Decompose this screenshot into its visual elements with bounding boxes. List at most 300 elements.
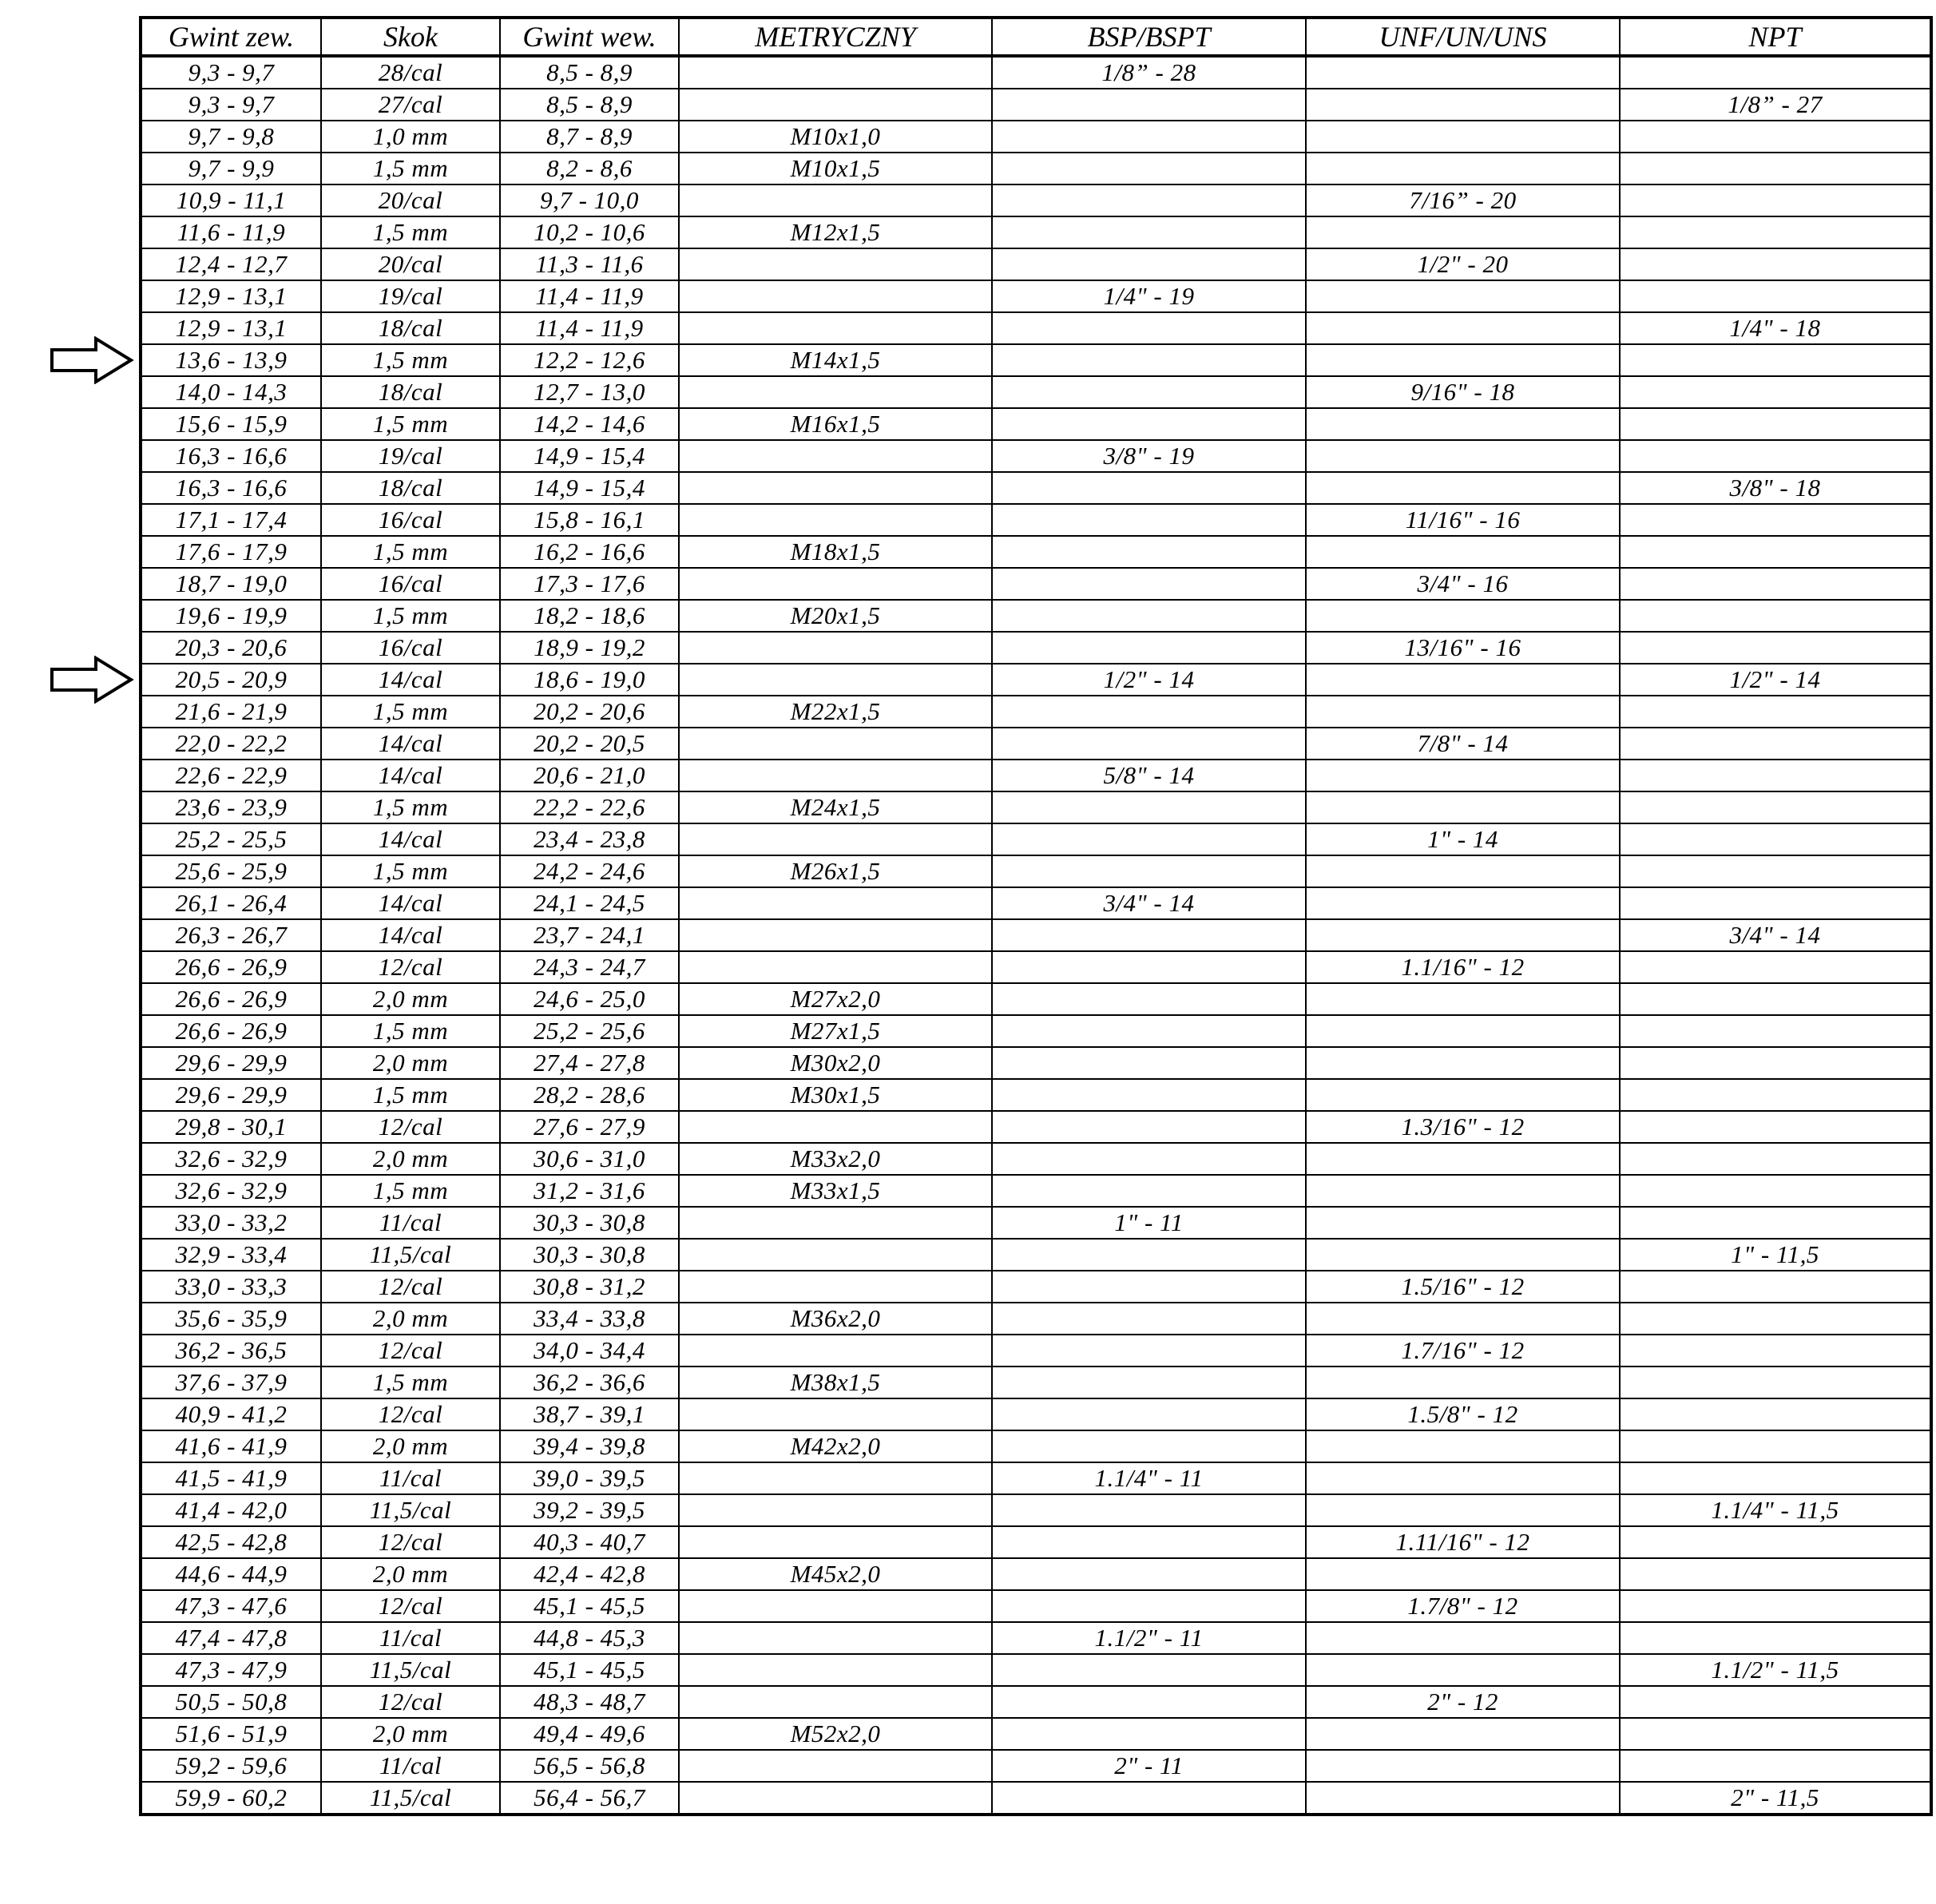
cell-npt xyxy=(1620,1047,1931,1079)
table-row xyxy=(141,1175,1931,1207)
table-row xyxy=(141,408,1931,440)
cell-bsp-bspt xyxy=(992,855,1306,887)
cell-external-thread: 51,6 - 51,9 xyxy=(141,1718,321,1750)
cell-metric xyxy=(679,89,992,121)
cell-pitch: 2,0 mm xyxy=(321,1558,500,1590)
cell-unf-un-uns xyxy=(1306,919,1620,951)
cell-bsp-bspt xyxy=(992,823,1306,855)
cell-metric: M45x2,0 xyxy=(679,1558,992,1590)
cell-internal-thread: 24,1 - 24,5 xyxy=(500,887,679,919)
table-row xyxy=(141,1271,1931,1303)
header-bsp-bspt: BSP/BSPT xyxy=(992,18,1306,56)
table-row xyxy=(141,1686,1931,1718)
cell-internal-thread: 45,1 - 45,5 xyxy=(500,1590,679,1622)
table-row xyxy=(141,1718,1931,1750)
cell-external-thread: 26,6 - 26,9 xyxy=(141,983,321,1015)
cell-metric xyxy=(679,1526,992,1558)
cell-bsp-bspt xyxy=(992,472,1306,504)
cell-pitch: 18/cal xyxy=(321,312,500,344)
cell-metric xyxy=(679,1462,992,1494)
header-internal-thread: Gwint wew. xyxy=(500,18,679,56)
cell-unf-un-uns xyxy=(1306,1750,1620,1782)
table-row xyxy=(141,376,1931,408)
cell-internal-thread: 8,2 - 8,6 xyxy=(500,153,679,184)
cell-bsp-bspt xyxy=(992,1654,1306,1686)
table-row xyxy=(141,696,1931,728)
cell-bsp-bspt xyxy=(992,1494,1306,1526)
table-row xyxy=(141,600,1931,632)
cell-npt xyxy=(1620,823,1931,855)
table-row xyxy=(141,1462,1931,1494)
cell-internal-thread: 44,8 - 45,3 xyxy=(500,1622,679,1654)
cell-unf-un-uns: 13/16" - 16 xyxy=(1306,632,1620,664)
cell-internal-thread: 33,4 - 33,8 xyxy=(500,1303,679,1335)
table-row xyxy=(141,887,1931,919)
cell-pitch: 11,5/cal xyxy=(321,1239,500,1271)
cell-bsp-bspt xyxy=(992,408,1306,440)
cell-external-thread: 25,6 - 25,9 xyxy=(141,855,321,887)
thread-conversion-table xyxy=(139,16,1933,1816)
cell-metric xyxy=(679,1398,992,1430)
table-row xyxy=(141,216,1931,248)
cell-internal-thread: 24,3 - 24,7 xyxy=(500,951,679,983)
cell-metric xyxy=(679,248,992,280)
cell-npt: 2" - 11,5 xyxy=(1620,1782,1931,1815)
cell-internal-thread: 25,2 - 25,6 xyxy=(500,1015,679,1047)
table-row xyxy=(141,56,1931,89)
cell-pitch: 20/cal xyxy=(321,184,500,216)
cell-npt xyxy=(1620,121,1931,153)
cell-bsp-bspt xyxy=(992,600,1306,632)
cell-pitch: 27/cal xyxy=(321,89,500,121)
cell-pitch: 11/cal xyxy=(321,1622,500,1654)
cell-pitch: 1,0 mm xyxy=(321,121,500,153)
cell-external-thread: 23,6 - 23,9 xyxy=(141,791,321,823)
cell-metric xyxy=(679,1686,992,1718)
cell-external-thread: 47,4 - 47,8 xyxy=(141,1622,321,1654)
cell-npt xyxy=(1620,536,1931,568)
cell-metric xyxy=(679,1590,992,1622)
cell-pitch: 14/cal xyxy=(321,728,500,760)
cell-pitch: 1,5 mm xyxy=(321,1015,500,1047)
cell-npt xyxy=(1620,1526,1931,1558)
cell-external-thread: 36,2 - 36,5 xyxy=(141,1335,321,1367)
cell-unf-un-uns xyxy=(1306,1015,1620,1047)
cell-external-thread: 37,6 - 37,9 xyxy=(141,1367,321,1398)
cell-pitch: 1,5 mm xyxy=(321,855,500,887)
cell-internal-thread: 18,2 - 18,6 xyxy=(500,600,679,632)
cell-bsp-bspt xyxy=(992,791,1306,823)
cell-metric: M33x2,0 xyxy=(679,1143,992,1175)
cell-internal-thread: 56,5 - 56,8 xyxy=(500,1750,679,1782)
cell-external-thread: 33,0 - 33,3 xyxy=(141,1271,321,1303)
cell-pitch: 1,5 mm xyxy=(321,216,500,248)
cell-internal-thread: 23,7 - 24,1 xyxy=(500,919,679,951)
cell-unf-un-uns: 7/16” - 20 xyxy=(1306,184,1620,216)
cell-pitch: 1,5 mm xyxy=(321,791,500,823)
cell-metric xyxy=(679,376,992,408)
cell-npt: 1/4" - 18 xyxy=(1620,312,1931,344)
cell-external-thread: 13,6 - 13,9 xyxy=(141,344,321,376)
cell-external-thread: 35,6 - 35,9 xyxy=(141,1303,321,1335)
cell-unf-un-uns xyxy=(1306,1782,1620,1815)
cell-metric: M10x1,5 xyxy=(679,153,992,184)
cell-metric: M24x1,5 xyxy=(679,791,992,823)
cell-bsp-bspt: 1.1/4" - 11 xyxy=(992,1462,1306,1494)
cell-metric: M18x1,5 xyxy=(679,536,992,568)
cell-external-thread: 25,2 - 25,5 xyxy=(141,823,321,855)
cell-external-thread: 17,6 - 17,9 xyxy=(141,536,321,568)
cell-bsp-bspt xyxy=(992,983,1306,1015)
cell-pitch: 2,0 mm xyxy=(321,983,500,1015)
table-row xyxy=(141,791,1931,823)
cell-pitch: 1,5 mm xyxy=(321,408,500,440)
header-unf-un-uns: UNF/UN/UNS xyxy=(1306,18,1620,56)
cell-unf-un-uns xyxy=(1306,1654,1620,1686)
cell-unf-un-uns xyxy=(1306,56,1620,89)
cell-internal-thread: 30,3 - 30,8 xyxy=(500,1207,679,1239)
cell-external-thread: 11,6 - 11,9 xyxy=(141,216,321,248)
cell-unf-un-uns xyxy=(1306,216,1620,248)
cell-unf-un-uns: 1.7/8" - 12 xyxy=(1306,1590,1620,1622)
table-row xyxy=(141,1526,1931,1558)
cell-npt xyxy=(1620,887,1931,919)
cell-bsp-bspt xyxy=(992,504,1306,536)
cell-metric: M36x2,0 xyxy=(679,1303,992,1335)
cell-pitch: 11,5/cal xyxy=(321,1494,500,1526)
table-row xyxy=(141,1207,1931,1239)
table-row xyxy=(141,1558,1931,1590)
cell-internal-thread: 36,2 - 36,6 xyxy=(500,1367,679,1398)
cell-npt xyxy=(1620,1367,1931,1398)
cell-bsp-bspt xyxy=(992,1111,1306,1143)
cell-npt xyxy=(1620,1622,1931,1654)
table-row xyxy=(141,153,1931,184)
cell-unf-un-uns xyxy=(1306,791,1620,823)
cell-bsp-bspt xyxy=(992,951,1306,983)
cell-npt: 3/8" - 18 xyxy=(1620,472,1931,504)
cell-external-thread: 21,6 - 21,9 xyxy=(141,696,321,728)
table-row xyxy=(141,568,1931,600)
table-row xyxy=(141,1239,1931,1271)
cell-pitch: 14/cal xyxy=(321,919,500,951)
cell-bsp-bspt xyxy=(992,1430,1306,1462)
cell-npt: 1/8” - 27 xyxy=(1620,89,1931,121)
cell-internal-thread: 10,2 - 10,6 xyxy=(500,216,679,248)
cell-external-thread: 26,1 - 26,4 xyxy=(141,887,321,919)
table-row xyxy=(141,1303,1931,1335)
cell-unf-un-uns: 11/16" - 16 xyxy=(1306,504,1620,536)
cell-external-thread: 42,5 - 42,8 xyxy=(141,1526,321,1558)
cell-internal-thread: 15,8 - 16,1 xyxy=(500,504,679,536)
table-row xyxy=(141,312,1931,344)
cell-unf-un-uns xyxy=(1306,344,1620,376)
table-row xyxy=(141,121,1931,153)
cell-npt xyxy=(1620,344,1931,376)
cell-unf-un-uns: 7/8" - 14 xyxy=(1306,728,1620,760)
cell-npt xyxy=(1620,568,1931,600)
cell-bsp-bspt xyxy=(992,1526,1306,1558)
cell-bsp-bspt xyxy=(992,1367,1306,1398)
cell-bsp-bspt xyxy=(992,344,1306,376)
cell-unf-un-uns xyxy=(1306,1430,1620,1462)
cell-internal-thread: 16,2 - 16,6 xyxy=(500,536,679,568)
cell-internal-thread: 18,9 - 19,2 xyxy=(500,632,679,664)
cell-internal-thread: 11,4 - 11,9 xyxy=(500,312,679,344)
cell-npt xyxy=(1620,983,1931,1015)
table-row xyxy=(141,280,1931,312)
cell-metric xyxy=(679,1654,992,1686)
cell-internal-thread: 39,4 - 39,8 xyxy=(500,1430,679,1462)
cell-external-thread: 32,6 - 32,9 xyxy=(141,1175,321,1207)
cell-bsp-bspt xyxy=(992,1558,1306,1590)
cell-bsp-bspt xyxy=(992,1335,1306,1367)
cell-internal-thread: 31,2 - 31,6 xyxy=(500,1175,679,1207)
cell-bsp-bspt xyxy=(992,184,1306,216)
cell-pitch: 12/cal xyxy=(321,1526,500,1558)
cell-external-thread: 32,6 - 32,9 xyxy=(141,1143,321,1175)
cell-external-thread: 59,9 - 60,2 xyxy=(141,1782,321,1815)
cell-npt xyxy=(1620,1079,1931,1111)
cell-metric xyxy=(679,728,992,760)
cell-pitch: 11/cal xyxy=(321,1207,500,1239)
cell-npt xyxy=(1620,1686,1931,1718)
cell-metric xyxy=(679,632,992,664)
cell-pitch: 1,5 mm xyxy=(321,696,500,728)
cell-external-thread: 47,3 - 47,9 xyxy=(141,1654,321,1686)
cell-metric xyxy=(679,184,992,216)
cell-pitch: 18/cal xyxy=(321,376,500,408)
cell-external-thread: 12,4 - 12,7 xyxy=(141,248,321,280)
cell-internal-thread: 49,4 - 49,6 xyxy=(500,1718,679,1750)
cell-bsp-bspt: 3/4" - 14 xyxy=(992,887,1306,919)
table-row xyxy=(141,1622,1931,1654)
cell-bsp-bspt xyxy=(992,1271,1306,1303)
cell-unf-un-uns xyxy=(1306,600,1620,632)
cell-bsp-bspt xyxy=(992,1782,1306,1815)
cell-external-thread: 41,6 - 41,9 xyxy=(141,1430,321,1462)
cell-external-thread: 59,2 - 59,6 xyxy=(141,1750,321,1782)
cell-pitch: 11,5/cal xyxy=(321,1782,500,1815)
cell-pitch: 11/cal xyxy=(321,1462,500,1494)
cell-npt xyxy=(1620,408,1931,440)
table-row xyxy=(141,951,1931,983)
cell-unf-un-uns xyxy=(1306,855,1620,887)
cell-unf-un-uns xyxy=(1306,280,1620,312)
cell-bsp-bspt xyxy=(992,1239,1306,1271)
cell-external-thread: 15,6 - 15,9 xyxy=(141,408,321,440)
cell-bsp-bspt xyxy=(992,1143,1306,1175)
cell-internal-thread: 30,3 - 30,8 xyxy=(500,1239,679,1271)
cell-unf-un-uns xyxy=(1306,472,1620,504)
cell-pitch: 14/cal xyxy=(321,823,500,855)
cell-bsp-bspt xyxy=(992,919,1306,951)
cell-metric xyxy=(679,312,992,344)
table-row xyxy=(141,440,1931,472)
table-row xyxy=(141,728,1931,760)
cell-bsp-bspt xyxy=(992,312,1306,344)
cell-bsp-bspt xyxy=(992,1590,1306,1622)
table-row xyxy=(141,1111,1931,1143)
cell-npt xyxy=(1620,1718,1931,1750)
table-row xyxy=(141,472,1931,504)
cell-bsp-bspt: 1/2" - 14 xyxy=(992,664,1306,696)
cell-bsp-bspt: 3/8" - 19 xyxy=(992,440,1306,472)
cell-metric xyxy=(679,1494,992,1526)
table-row xyxy=(141,1430,1931,1462)
cell-external-thread: 29,8 - 30,1 xyxy=(141,1111,321,1143)
cell-metric xyxy=(679,823,992,855)
table-row xyxy=(141,248,1931,280)
cell-internal-thread: 14,9 - 15,4 xyxy=(500,440,679,472)
table-row xyxy=(141,664,1931,696)
cell-metric xyxy=(679,472,992,504)
header-npt: NPT xyxy=(1620,18,1931,56)
cell-internal-thread: 24,2 - 24,6 xyxy=(500,855,679,887)
cell-unf-un-uns xyxy=(1306,1143,1620,1175)
table-row xyxy=(141,1398,1931,1430)
cell-unf-un-uns: 1.7/16" - 12 xyxy=(1306,1335,1620,1367)
table-row xyxy=(141,919,1931,951)
cell-pitch: 2,0 mm xyxy=(321,1047,500,1079)
cell-pitch: 14/cal xyxy=(321,887,500,919)
cell-external-thread: 26,6 - 26,9 xyxy=(141,951,321,983)
cell-internal-thread: 20,2 - 20,5 xyxy=(500,728,679,760)
cell-external-thread: 47,3 - 47,6 xyxy=(141,1590,321,1622)
cell-external-thread: 17,1 - 17,4 xyxy=(141,504,321,536)
table-body xyxy=(141,56,1931,1815)
cell-metric: M12x1,5 xyxy=(679,216,992,248)
cell-external-thread: 41,4 - 42,0 xyxy=(141,1494,321,1526)
cell-bsp-bspt xyxy=(992,1718,1306,1750)
cell-npt xyxy=(1620,184,1931,216)
cell-external-thread: 9,3 - 9,7 xyxy=(141,56,321,89)
cell-pitch: 12/cal xyxy=(321,951,500,983)
cell-bsp-bspt xyxy=(992,1047,1306,1079)
cell-metric xyxy=(679,887,992,919)
cell-unf-un-uns xyxy=(1306,121,1620,153)
cell-external-thread: 12,9 - 13,1 xyxy=(141,312,321,344)
cell-pitch: 2,0 mm xyxy=(321,1303,500,1335)
cell-pitch: 20/cal xyxy=(321,248,500,280)
cell-bsp-bspt xyxy=(992,696,1306,728)
cell-metric xyxy=(679,760,992,791)
cell-unf-un-uns xyxy=(1306,1303,1620,1335)
cell-bsp-bspt xyxy=(992,632,1306,664)
cell-pitch: 14/cal xyxy=(321,664,500,696)
table-row xyxy=(141,1654,1931,1686)
cell-external-thread: 20,3 - 20,6 xyxy=(141,632,321,664)
table-row xyxy=(141,344,1931,376)
cell-internal-thread: 27,4 - 27,8 xyxy=(500,1047,679,1079)
cell-external-thread: 9,3 - 9,7 xyxy=(141,89,321,121)
cell-internal-thread: 20,2 - 20,6 xyxy=(500,696,679,728)
cell-npt xyxy=(1620,280,1931,312)
cell-npt xyxy=(1620,728,1931,760)
cell-npt xyxy=(1620,855,1931,887)
cell-internal-thread: 20,6 - 21,0 xyxy=(500,760,679,791)
cell-external-thread: 12,9 - 13,1 xyxy=(141,280,321,312)
cell-unf-un-uns: 1.5/8" - 12 xyxy=(1306,1398,1620,1430)
cell-npt xyxy=(1620,1015,1931,1047)
cell-unf-un-uns xyxy=(1306,1494,1620,1526)
cell-metric xyxy=(679,504,992,536)
cell-metric: M33x1,5 xyxy=(679,1175,992,1207)
cell-metric xyxy=(679,440,992,472)
cell-npt xyxy=(1620,696,1931,728)
cell-metric xyxy=(679,951,992,983)
header-pitch: Skok xyxy=(321,18,500,56)
cell-metric xyxy=(679,280,992,312)
cell-npt: 1/2" - 14 xyxy=(1620,664,1931,696)
cell-external-thread: 16,3 - 16,6 xyxy=(141,472,321,504)
cell-unf-un-uns xyxy=(1306,696,1620,728)
cell-unf-un-uns: 1.5/16" - 12 xyxy=(1306,1271,1620,1303)
cell-unf-un-uns xyxy=(1306,1622,1620,1654)
cell-unf-un-uns: 3/4" - 16 xyxy=(1306,568,1620,600)
cell-internal-thread: 30,6 - 31,0 xyxy=(500,1143,679,1175)
cell-npt xyxy=(1620,760,1931,791)
cell-npt xyxy=(1620,1207,1931,1239)
cell-metric: M27x2,0 xyxy=(679,983,992,1015)
cell-metric xyxy=(679,1239,992,1271)
cell-bsp-bspt xyxy=(992,1686,1306,1718)
cell-bsp-bspt xyxy=(992,1175,1306,1207)
table-row xyxy=(141,760,1931,791)
cell-npt: 1" - 11,5 xyxy=(1620,1239,1931,1271)
cell-metric: M26x1,5 xyxy=(679,855,992,887)
cell-unf-un-uns: 1.11/16" - 12 xyxy=(1306,1526,1620,1558)
cell-npt xyxy=(1620,504,1931,536)
table-row xyxy=(141,1494,1931,1526)
cell-npt: 1.1/4" - 11,5 xyxy=(1620,1494,1931,1526)
cell-internal-thread: 34,0 - 34,4 xyxy=(500,1335,679,1367)
cell-npt xyxy=(1620,248,1931,280)
cell-internal-thread: 14,9 - 15,4 xyxy=(500,472,679,504)
cell-unf-un-uns xyxy=(1306,1047,1620,1079)
table-row xyxy=(141,1047,1931,1079)
cell-bsp-bspt: 5/8" - 14 xyxy=(992,760,1306,791)
cell-unf-un-uns xyxy=(1306,1207,1620,1239)
right-arrow-outline-icon xyxy=(50,656,134,704)
cell-unf-un-uns: 2" - 12 xyxy=(1306,1686,1620,1718)
cell-npt xyxy=(1620,632,1931,664)
cell-external-thread: 9,7 - 9,8 xyxy=(141,121,321,153)
cell-metric xyxy=(679,1622,992,1654)
cell-pitch: 19/cal xyxy=(321,440,500,472)
cell-unf-un-uns xyxy=(1306,536,1620,568)
table-row xyxy=(141,89,1931,121)
cell-unf-un-uns: 1/2" - 20 xyxy=(1306,248,1620,280)
cell-external-thread: 22,0 - 22,2 xyxy=(141,728,321,760)
cell-bsp-bspt xyxy=(992,376,1306,408)
cell-internal-thread: 39,2 - 39,5 xyxy=(500,1494,679,1526)
table-row xyxy=(141,504,1931,536)
cell-external-thread: 33,0 - 33,2 xyxy=(141,1207,321,1239)
cell-bsp-bspt xyxy=(992,536,1306,568)
table-row xyxy=(141,823,1931,855)
cell-npt xyxy=(1620,440,1931,472)
cell-pitch: 12/cal xyxy=(321,1335,500,1367)
cell-internal-thread: 40,3 - 40,7 xyxy=(500,1526,679,1558)
cell-bsp-bspt xyxy=(992,153,1306,184)
cell-npt xyxy=(1620,1558,1931,1590)
table-row xyxy=(141,983,1931,1015)
cell-external-thread: 10,9 - 11,1 xyxy=(141,184,321,216)
cell-pitch: 19/cal xyxy=(321,280,500,312)
cell-internal-thread: 38,7 - 39,1 xyxy=(500,1398,679,1430)
cell-unf-un-uns xyxy=(1306,1367,1620,1398)
